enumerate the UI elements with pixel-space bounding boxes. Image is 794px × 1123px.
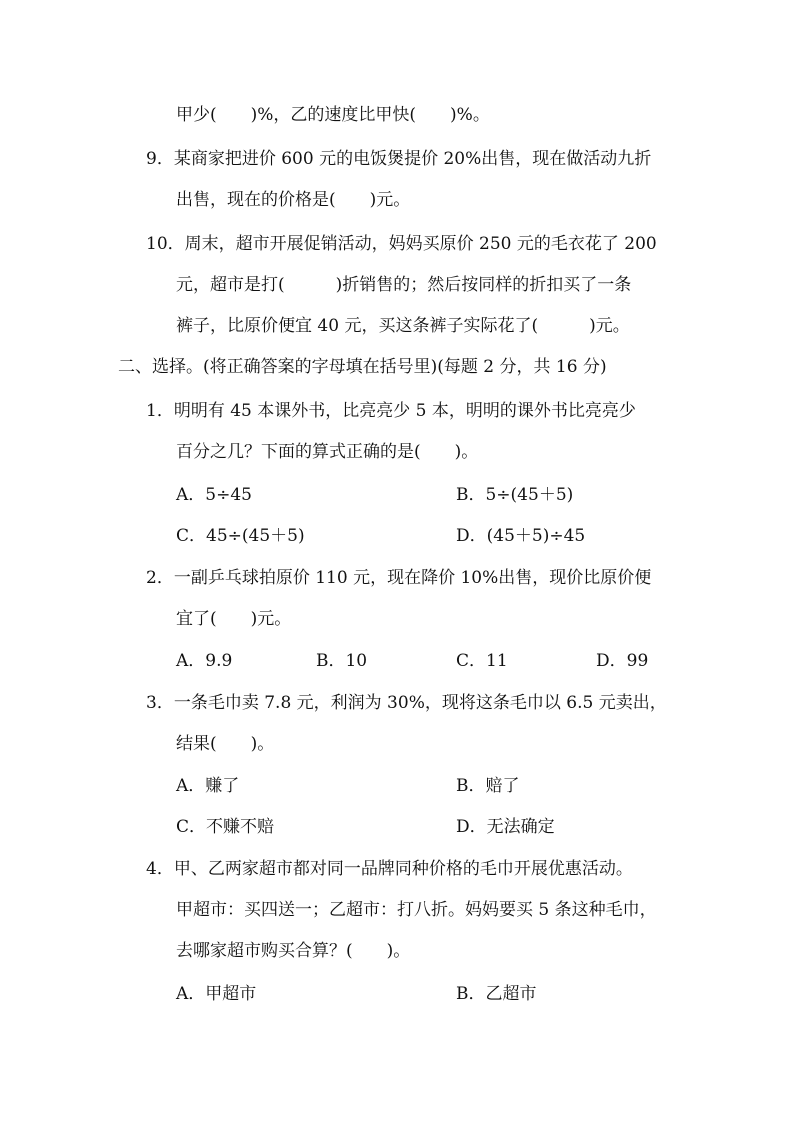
question-10: 10．周末，超市开展促销活动，妈妈买原价 250 元的毛衣花了 200 bbox=[146, 234, 657, 254]
question-10-continuation-2: 裤子，比原价便宜 40 元，买这条裤子实际花了( )元。 bbox=[176, 316, 630, 336]
question-9-continuation: 出售，现在的价格是( )元。 bbox=[176, 190, 411, 210]
q1-option-c: C．45÷(45＋5) bbox=[176, 526, 305, 546]
q3-option-d: D．无法确定 bbox=[456, 817, 555, 837]
choice-question-2-continuation: 宜了( )元。 bbox=[176, 609, 292, 629]
choice-question-4: 4．甲、乙两家超市都对同一品牌同种价格的毛巾开展优惠活动。 bbox=[146, 859, 633, 879]
q3-option-a: A．赚了 bbox=[176, 776, 240, 796]
choice-question-3-continuation: 结果( )。 bbox=[176, 734, 275, 754]
q1-option-d: D．(45＋5)÷45 bbox=[456, 526, 586, 546]
q3-option-c: C．不赚不赔 bbox=[176, 817, 275, 837]
choice-question-4-continuation-1: 甲超市：买四送一；乙超市：打八折。妈妈要买 5 条这种毛巾， bbox=[176, 900, 657, 920]
choice-question-1: 1．明明有 45 本课外书，比亮亮少 5 本，明明的课外书比亮亮少 bbox=[146, 401, 636, 421]
choice-question-3: 3．一条毛巾卖 7.8 元，利润为 30%，现将这条毛巾以 6.5 元卖出， bbox=[146, 693, 667, 713]
q2-option-a: A．9.9 bbox=[176, 651, 233, 671]
q1-option-b: B．5÷(45＋5) bbox=[456, 485, 574, 505]
choice-question-1-continuation: 百分之几？下面的算式正确的是( )。 bbox=[176, 442, 479, 462]
q3-option-b: B．赔了 bbox=[456, 776, 520, 796]
q2-option-c: C．11 bbox=[456, 651, 508, 671]
q4-option-a: A．甲超市 bbox=[176, 984, 257, 1004]
line-q8-continuation: 甲少( )%，乙的速度比甲快( )%。 bbox=[176, 105, 490, 125]
q4-option-b: B．乙超市 bbox=[456, 984, 537, 1004]
q2-option-b: B．10 bbox=[316, 651, 368, 671]
choice-question-4-continuation-2: 去哪家超市购买合算？( )。 bbox=[176, 941, 411, 961]
q1-option-a: A．5÷45 bbox=[176, 485, 252, 505]
question-10-continuation-1: 元，超市是打( )折销售的；然后按同样的折扣买了一条 bbox=[176, 275, 632, 295]
q2-option-d: D．99 bbox=[596, 651, 649, 671]
question-9: 9．某商家把进价 600 元的电饭煲提价 20%出售，现在做活动九折 bbox=[146, 149, 652, 169]
section-heading-choice: 二、选择。(将正确答案的字母填在括号里)(每题 2 分，共 16 分) bbox=[118, 357, 607, 377]
choice-question-2: 2．一副乒乓球拍原价 110 元，现在降价 10%出售，现价比原价便 bbox=[146, 568, 652, 588]
